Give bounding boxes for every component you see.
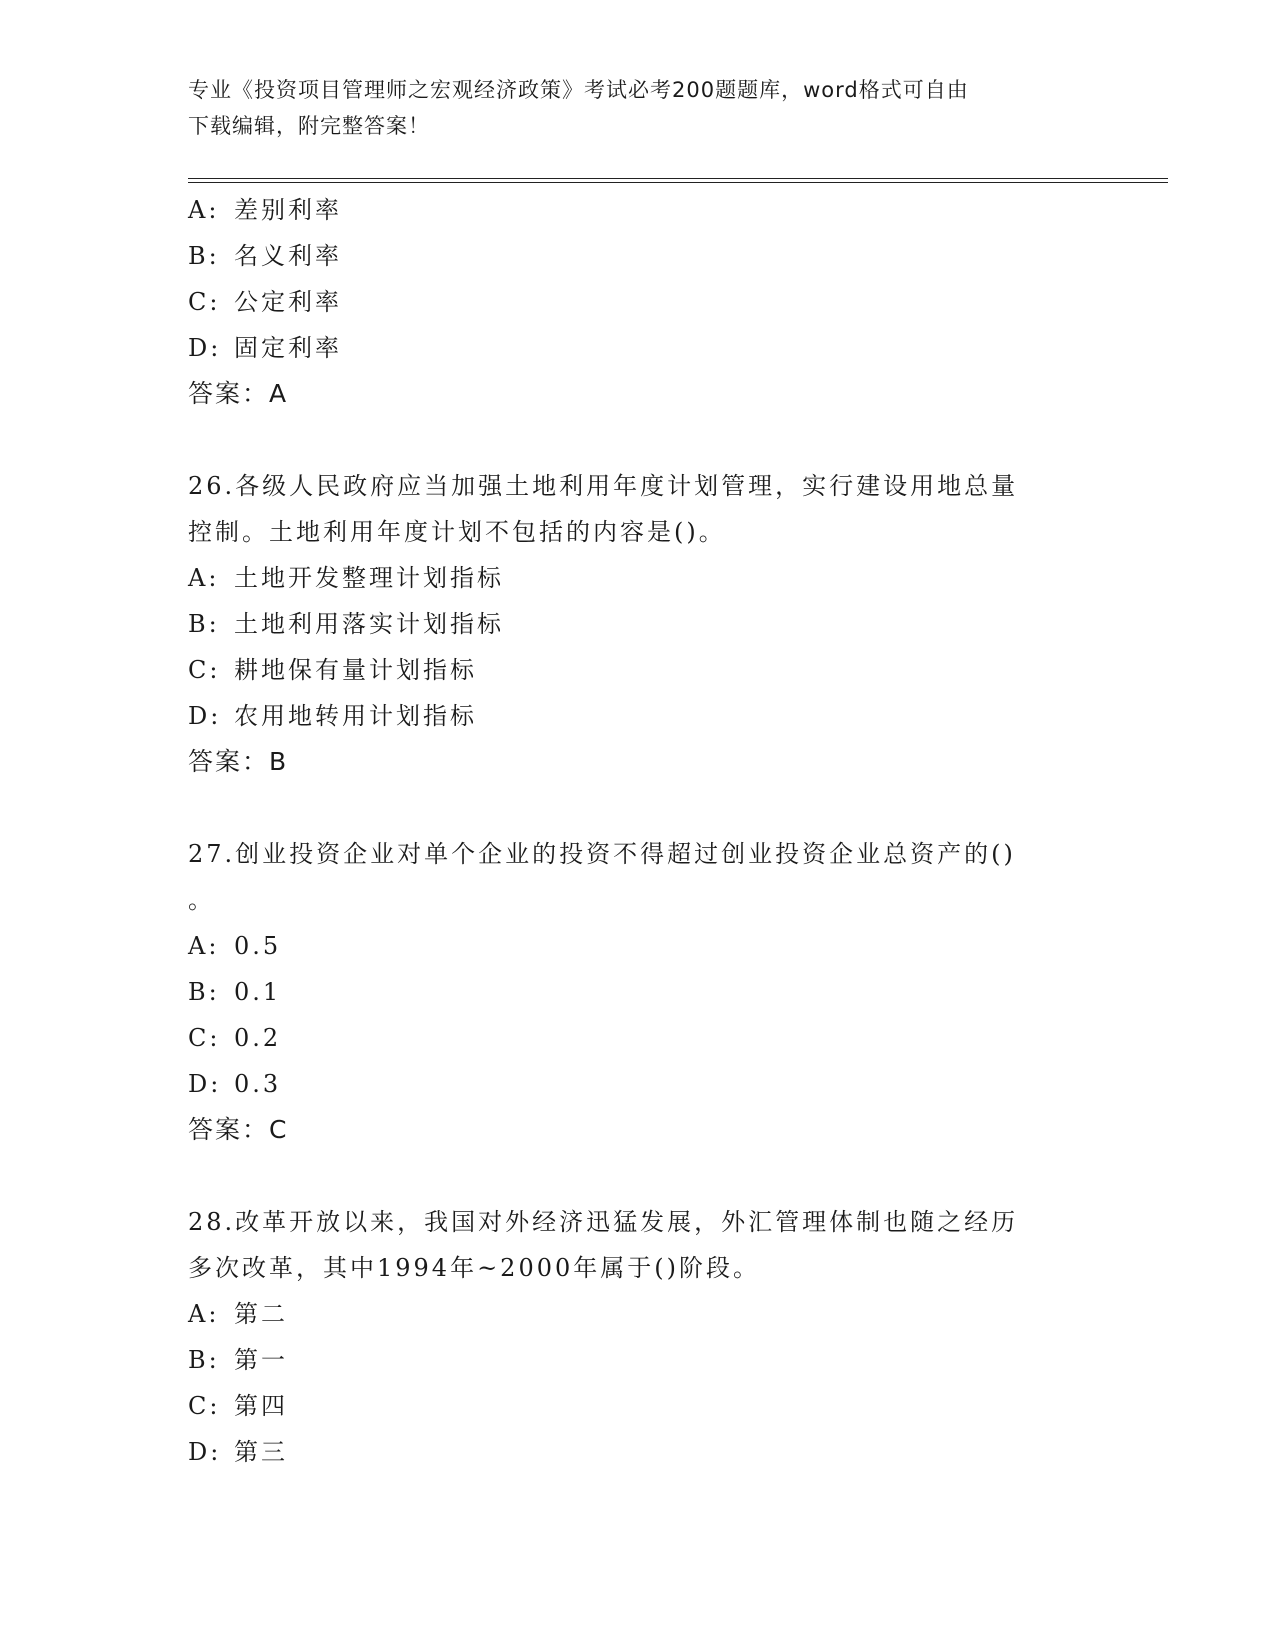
option-d: D: 固定利率: [188, 334, 342, 362]
answer: 答案：A: [188, 379, 289, 408]
option-c: C: 耕地保有量计划指标: [188, 656, 477, 684]
question-stem: 27.创业投资企业对单个企业的投资不得超过创业投资企业总资产的() 。: [188, 840, 1016, 914]
option-b: B: 0.1: [188, 978, 282, 1006]
option-b: B: 名义利率: [188, 242, 342, 270]
option-a: A: 0.5: [188, 932, 282, 960]
header-divider: [188, 178, 1168, 183]
option-a: A: 第二: [188, 1300, 288, 1328]
question-28: [188, 1199, 1168, 1475]
header-line-1: 专业《投资项目管理师之宏观经济政策》考试必考200题题库，word格式可自由: [188, 78, 969, 102]
header-line-2: 下载编辑，附完整答案！: [188, 114, 430, 138]
option-a: A: 土地开发整理计划指标: [188, 564, 504, 592]
option-c: C: 公定利率: [188, 288, 342, 316]
option-d: D: 农用地转用计划指标: [188, 702, 477, 730]
answer: 答案：C: [188, 1115, 289, 1144]
option-c: C: 第四: [188, 1392, 288, 1420]
question-stem: 28.改革开放以来，我国对外经济迅猛发展，外汇管理体制也随之经历 多次改革，其中1994年~2000年属于()阶段。: [188, 1208, 1019, 1282]
option-a: A: 差别利率: [188, 196, 342, 224]
option-b: B: 第一: [188, 1346, 288, 1374]
document-content: [188, 72, 1168, 1475]
question-26: [188, 463, 1168, 785]
document-header: [188, 72, 1058, 144]
question-27: [188, 831, 1168, 1153]
question-stem: 26.各级人民政府应当加强土地利用年度计划管理，实行建设用地总量 控制。土地利用年度计划不包括的内容是()。: [188, 472, 1019, 546]
answer: 答案：B: [188, 747, 289, 776]
option-d: D: 0.3: [188, 1070, 282, 1098]
option-d: D: 第三: [188, 1438, 288, 1466]
question-25: [188, 187, 1168, 417]
option-b: B: 土地利用落实计划指标: [188, 610, 504, 638]
option-c: C: 0.2: [188, 1024, 282, 1052]
